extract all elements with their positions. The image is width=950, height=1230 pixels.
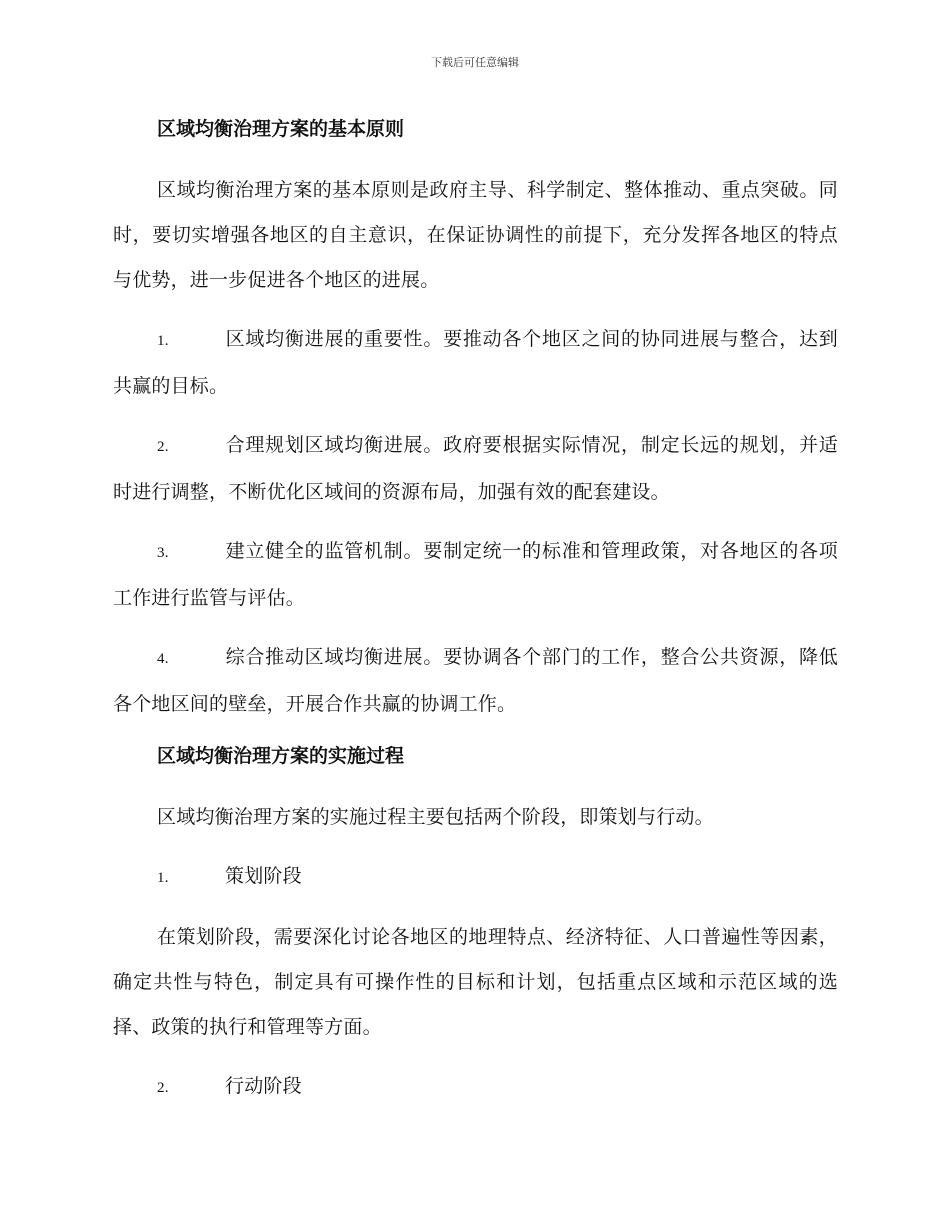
list-item-text: 合理规划区域均衡进展。政府要根据实际情况，制定长远的规划，并适时进行调整，不断优化区域间的资源布局，加强有效的配套建设。 — [113, 434, 838, 503]
list-item-text: 建立健全的监管机制。要制定统一的标准和管理政策，对各地区的各项工作进行监管与评估。 — [113, 540, 838, 609]
list-item-planning-stage — [113, 854, 838, 901]
list-number: 1. — [157, 333, 169, 349]
list-item — [113, 423, 838, 515]
header-note: 下载后可任意编辑 — [431, 56, 519, 69]
list-item — [113, 529, 838, 621]
list-item-action-stage — [113, 1064, 838, 1111]
section-title-implementation: 区域均衡治理方案的实施过程 — [157, 745, 405, 767]
list-number: 2. — [157, 1080, 169, 1096]
list-number: 1. — [157, 870, 169, 886]
list-item — [113, 317, 838, 409]
list-item-text: 区域均衡进展的重要性。要推动各个地区之间的协同进展与整合，达到共赢的目标。 — [113, 328, 838, 397]
list-item — [113, 635, 838, 727]
section-title-principles: 区域均衡治理方案的基本原则 — [157, 118, 405, 140]
paragraph-principles-intro: 区域均衡治理方案的基本原则是政府主导、科学制定、整体推动、重点突破。同时，要切实增强各地区的自主意识，在保证协调性的前提下，充分发挥各地区的特点与优势，进一步促进各个地区的进展。 — [113, 179, 838, 291]
document-body — [113, 114, 838, 1125]
list-number: 3. — [157, 545, 169, 561]
list-item-text: 行动阶段 — [225, 1075, 302, 1097]
paragraph-planning-stage: 在策划阶段，需要深化讨论各地区的地理特点、经济特征、人口普遍性等因素，确定共性与特色，制定具有可操作性的目标和计划，包括重点区域和示范区域的选择、政策的执行和管理等方面。 — [113, 926, 838, 1038]
list-number: 4. — [157, 651, 169, 667]
list-number: 2. — [157, 439, 169, 455]
list-item-text: 综合推动区域均衡进展。要协调各个部门的工作，整合公共资源，降低各个地区间的壁垒，开展合作共赢的协调工作。 — [113, 646, 838, 715]
list-item-text: 策划阶段 — [225, 865, 302, 887]
paragraph-implementation-intro: 区域均衡治理方案的实施过程主要包括两个阶段，即策划与行动。 — [157, 806, 714, 828]
